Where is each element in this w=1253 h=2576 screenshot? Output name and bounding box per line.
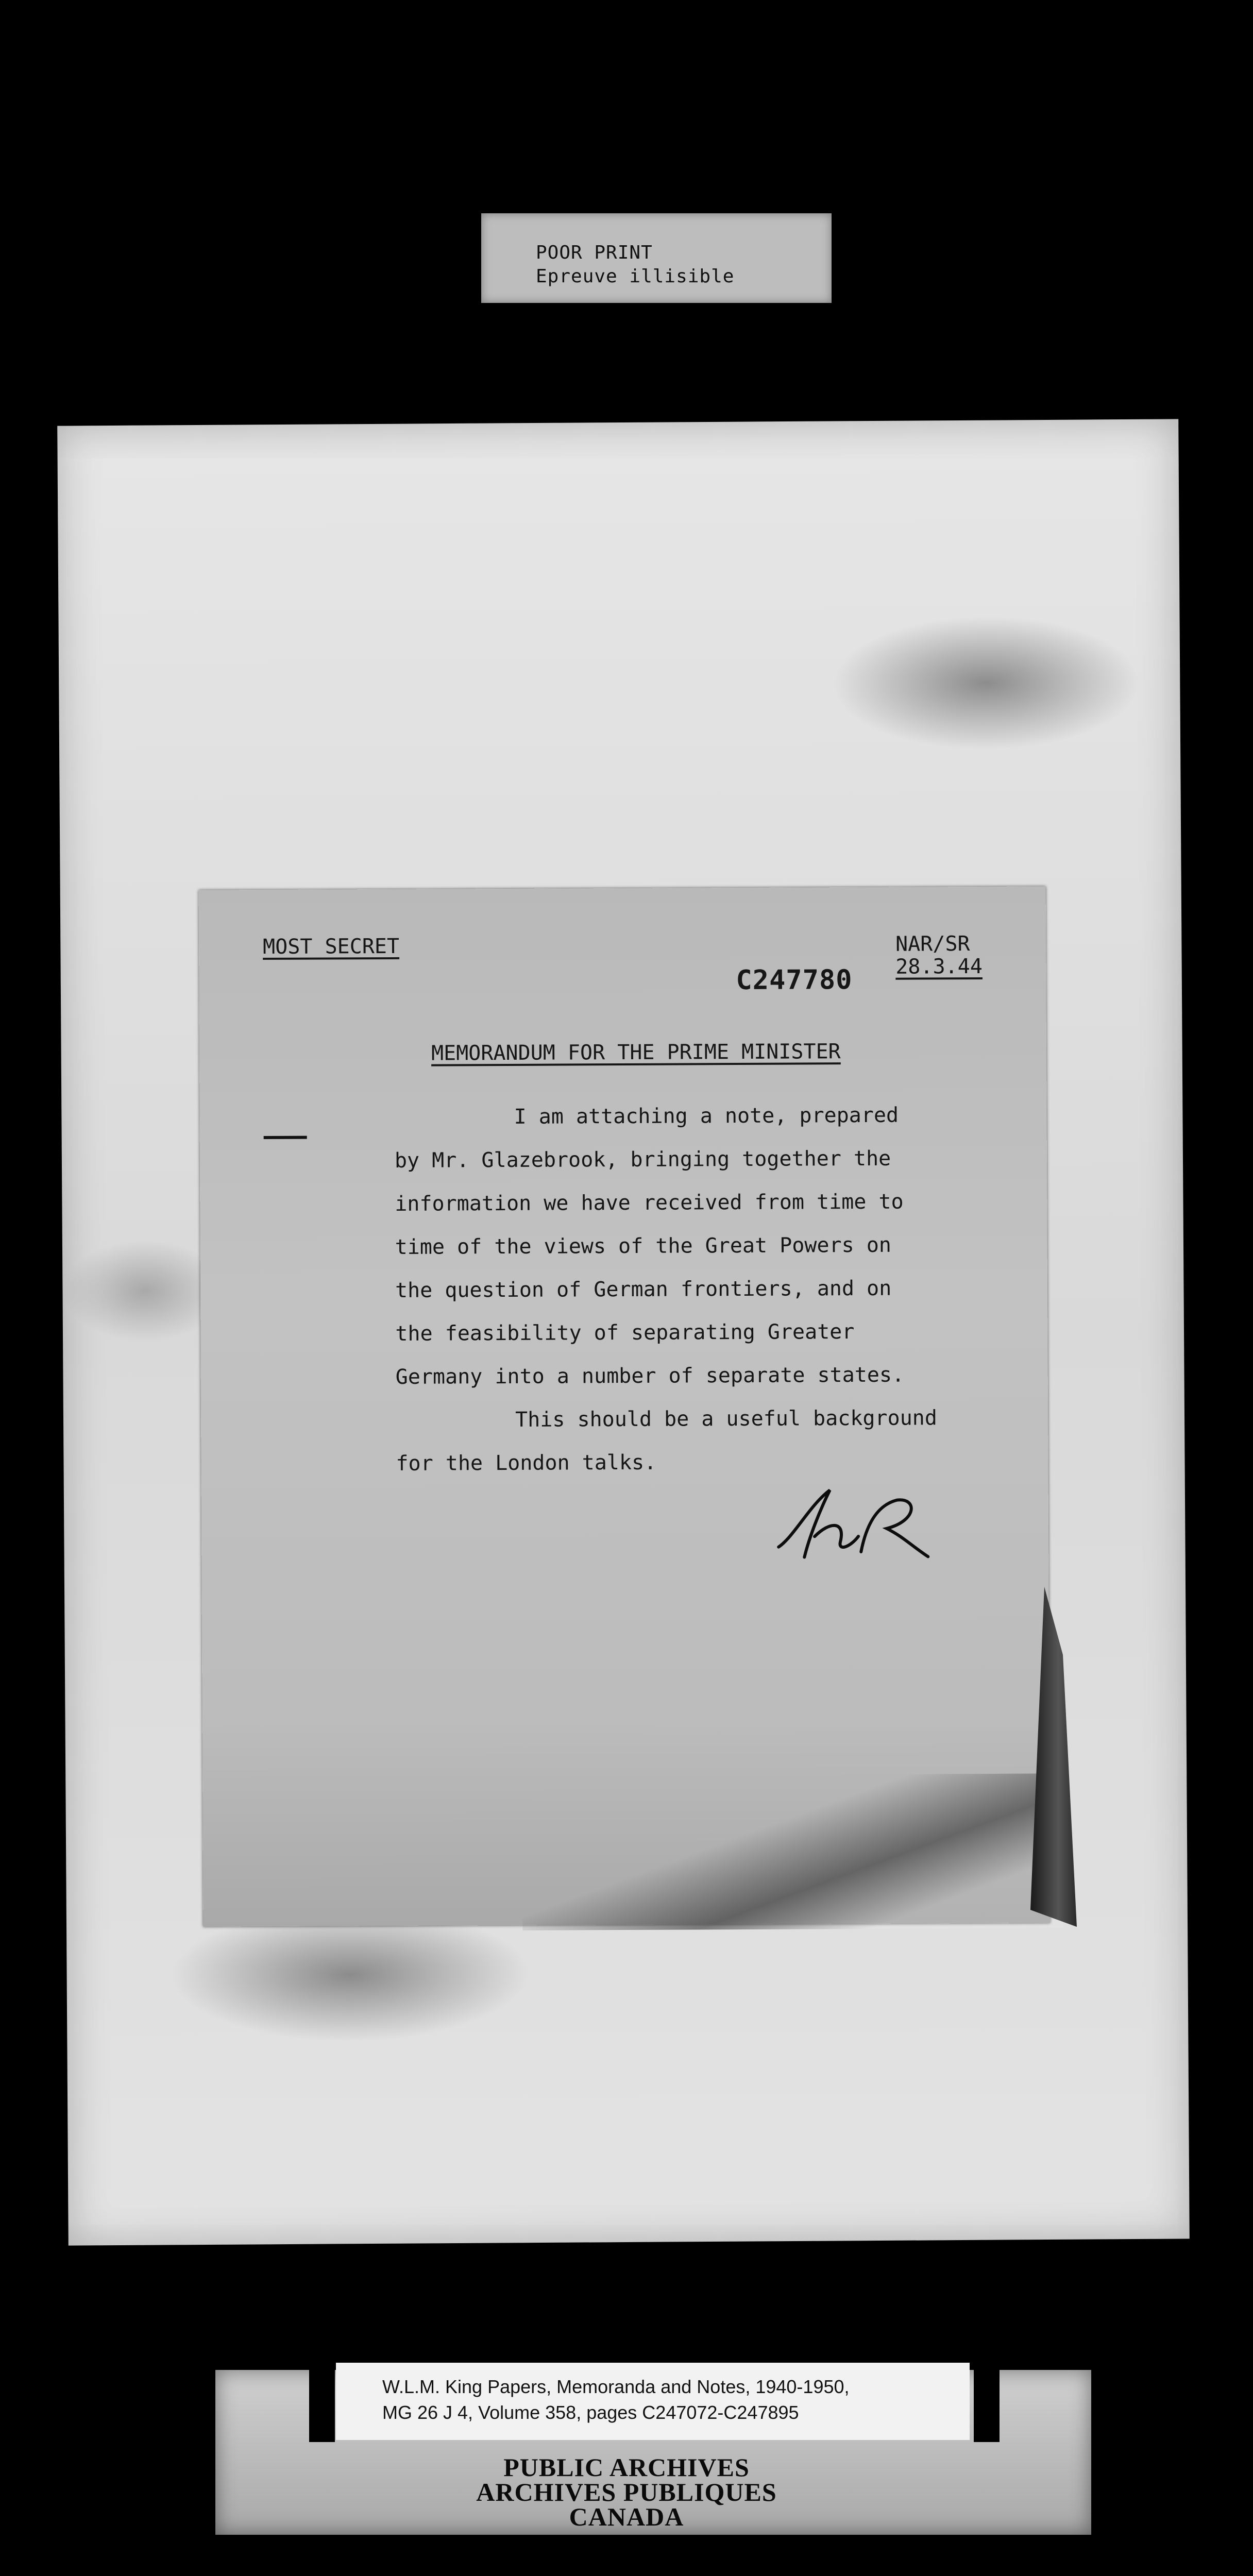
memo-title: MEMORANDUM FOR THE PRIME MINISTER — [431, 1040, 841, 1065]
memo-date: 28.3.44 — [895, 954, 983, 979]
stamp-notch — [309, 2370, 335, 2442]
stain — [832, 615, 1142, 751]
document-number: C247780 — [736, 964, 853, 996]
handwritten-signature — [773, 1484, 939, 1567]
classification-label: MOST SECRET — [263, 934, 400, 959]
stamp-notch — [974, 2370, 1000, 2442]
archive-stamp-line: PUBLIC ARCHIVES — [503, 2453, 750, 2482]
body-line: Germany into a number of separate states. — [395, 1363, 905, 1389]
memo-page — [199, 886, 1051, 1926]
poor-print-text-french: Epreuve illisible — [536, 266, 735, 287]
body-line: This should be a useful background — [515, 1406, 938, 1432]
body-line: the question of German frontiers, and on — [395, 1276, 892, 1302]
body-line: by Mr. Glazebrook, bringing together the — [394, 1146, 891, 1173]
archive-stamp-line: ARCHIVES PUBLIQUES — [476, 2478, 777, 2506]
body-line: information we have received from time to — [395, 1190, 904, 1216]
body-line: I am attaching a note, prepared — [514, 1103, 899, 1129]
margin-dash — [264, 1136, 307, 1139]
stain — [170, 1907, 531, 2043]
poor-print-label — [481, 213, 832, 303]
poor-print-text: POOR PRINT — [536, 242, 653, 263]
reference-line: MG 26 J 4, Volume 358, pages C247072-C247895 — [382, 2402, 799, 2423]
body-line: the feasibility of separating Greater — [395, 1320, 855, 1346]
initials-reference: NAR/SR — [895, 932, 970, 956]
archive-stamp-line: CANADA — [569, 2502, 684, 2531]
body-line: for the London talks. — [396, 1450, 657, 1476]
archive-reference-label — [336, 2363, 970, 2440]
page-fold-shadow — [522, 1773, 1063, 1930]
reference-line: W.L.M. King Papers, Memoranda and Notes, 1940-1950, — [382, 2376, 850, 2397]
body-line: time of the views of the Great Powers on — [395, 1233, 892, 1259]
